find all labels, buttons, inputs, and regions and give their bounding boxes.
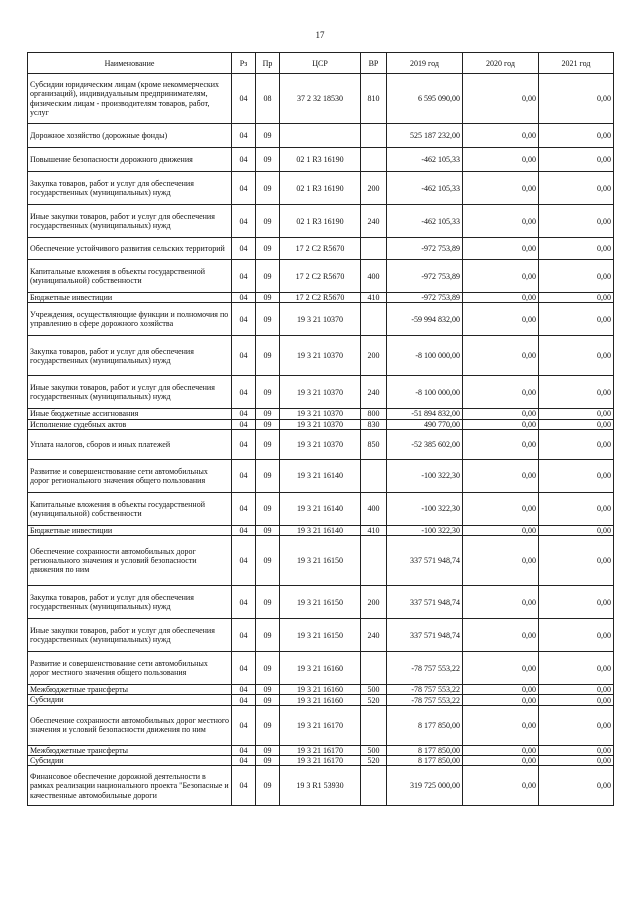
cell-rz: 04 bbox=[232, 376, 256, 409]
table-row bbox=[28, 376, 614, 409]
cell-name: Обеспечение сохранности автомобильных дорог регионального значения и условий безопасности движения по ним bbox=[28, 536, 232, 586]
cell-y2021: 0,00 bbox=[539, 525, 614, 535]
cell-name: Субсидии юридическим лицам (кроме некоммерческих организаций), индивидуальным предпринимателям, физическим лицам - производителям товаров, работ, услуг bbox=[28, 74, 232, 124]
cell-csr: 02 1 R3 16190 bbox=[280, 205, 361, 238]
cell-csr: 17 2 C2 R5670 bbox=[280, 260, 361, 293]
table-row bbox=[28, 492, 614, 525]
cell-y2019: 8 177 850,00 bbox=[387, 745, 463, 755]
cell-y2021: 0,00 bbox=[539, 376, 614, 409]
cell-rz: 04 bbox=[232, 586, 256, 619]
cell-y2021: 0,00 bbox=[539, 260, 614, 293]
cell-rz: 04 bbox=[232, 124, 256, 148]
cell-vr: 520 bbox=[361, 695, 387, 705]
cell-y2021: 0,00 bbox=[539, 705, 614, 745]
cell-vr: 200 bbox=[361, 586, 387, 619]
cell-rz: 04 bbox=[232, 293, 256, 303]
cell-y2019: -59 994 832,00 bbox=[387, 303, 463, 336]
cell-name: Иные закупки товаров, работ и услуг для обеспечения государственных (муниципальных) нужд bbox=[28, 376, 232, 409]
cell-csr: 19 3 21 10370 bbox=[280, 429, 361, 459]
cell-vr: 240 bbox=[361, 376, 387, 409]
cell-y2020: 0,00 bbox=[463, 536, 539, 586]
cell-y2019: -100 322,30 bbox=[387, 459, 463, 492]
cell-csr: 19 3 21 10370 bbox=[280, 336, 361, 376]
cell-name: Закупка товаров, работ и услуг для обеспечения государственных (муниципальных) нужд bbox=[28, 586, 232, 619]
header-pr: Пр bbox=[256, 53, 280, 74]
cell-y2021: 0,00 bbox=[539, 619, 614, 652]
cell-y2020: 0,00 bbox=[463, 124, 539, 148]
cell-vr: 850 bbox=[361, 429, 387, 459]
table-row bbox=[28, 172, 614, 205]
table-row bbox=[28, 525, 614, 535]
cell-y2020: 0,00 bbox=[463, 260, 539, 293]
cell-csr bbox=[280, 124, 361, 148]
cell-name: Межбюджетные трансферты bbox=[28, 685, 232, 695]
cell-y2021: 0,00 bbox=[539, 492, 614, 525]
header-csr: ЦСР bbox=[280, 53, 361, 74]
cell-csr: 02 1 R3 16190 bbox=[280, 172, 361, 205]
cell-y2021: 0,00 bbox=[539, 303, 614, 336]
cell-y2020: 0,00 bbox=[463, 429, 539, 459]
cell-y2020: 0,00 bbox=[463, 293, 539, 303]
cell-csr: 19 3 21 10370 bbox=[280, 419, 361, 429]
cell-rz: 04 bbox=[232, 172, 256, 205]
cell-name: Иные закупки товаров, работ и услуг для обеспечения государственных (муниципальных) нужд bbox=[28, 619, 232, 652]
cell-name: Бюджетные инвестиции bbox=[28, 525, 232, 535]
header-name: Наименование bbox=[28, 53, 232, 74]
cell-y2021: 0,00 bbox=[539, 766, 614, 806]
table-row bbox=[28, 745, 614, 755]
table-row bbox=[28, 124, 614, 148]
table-row bbox=[28, 260, 614, 293]
cell-pr: 09 bbox=[256, 525, 280, 535]
cell-y2020: 0,00 bbox=[463, 336, 539, 376]
cell-pr: 09 bbox=[256, 695, 280, 705]
cell-csr: 19 3 21 16170 bbox=[280, 705, 361, 745]
cell-pr: 09 bbox=[256, 756, 280, 766]
cell-pr: 09 bbox=[256, 619, 280, 652]
cell-rz: 04 bbox=[232, 705, 256, 745]
cell-vr bbox=[361, 124, 387, 148]
cell-y2021: 0,00 bbox=[539, 124, 614, 148]
cell-csr: 19 3 21 16140 bbox=[280, 525, 361, 535]
cell-y2019: -462 105,33 bbox=[387, 148, 463, 172]
table-row bbox=[28, 238, 614, 260]
cell-y2019: 337 571 948,74 bbox=[387, 619, 463, 652]
cell-pr: 08 bbox=[256, 74, 280, 124]
cell-rz: 04 bbox=[232, 695, 256, 705]
cell-y2019: -78 757 553,22 bbox=[387, 652, 463, 685]
cell-vr bbox=[361, 652, 387, 685]
cell-name: Межбюджетные трансферты bbox=[28, 745, 232, 755]
table-row bbox=[28, 619, 614, 652]
cell-name: Обеспечение устойчивого развития сельских территорий bbox=[28, 238, 232, 260]
cell-csr: 19 3 21 16170 bbox=[280, 745, 361, 755]
cell-pr: 09 bbox=[256, 745, 280, 755]
cell-rz: 04 bbox=[232, 429, 256, 459]
cell-pr: 09 bbox=[256, 419, 280, 429]
cell-name: Развитие и совершенствование сети автомобильных дорог местного значения общего пользования bbox=[28, 652, 232, 685]
cell-csr: 19 3 R1 53930 bbox=[280, 766, 361, 806]
cell-y2020: 0,00 bbox=[463, 695, 539, 705]
cell-y2021: 0,00 bbox=[539, 172, 614, 205]
cell-y2021: 0,00 bbox=[539, 148, 614, 172]
cell-pr: 09 bbox=[256, 586, 280, 619]
cell-y2019: 6 595 090,00 bbox=[387, 74, 463, 124]
cell-y2021: 0,00 bbox=[539, 293, 614, 303]
header-2019: 2019 год bbox=[387, 53, 463, 74]
cell-y2021: 0,00 bbox=[539, 652, 614, 685]
cell-rz: 04 bbox=[232, 303, 256, 336]
cell-pr: 09 bbox=[256, 536, 280, 586]
cell-y2020: 0,00 bbox=[463, 409, 539, 419]
cell-y2021: 0,00 bbox=[539, 205, 614, 238]
cell-vr: 240 bbox=[361, 619, 387, 652]
cell-rz: 04 bbox=[232, 525, 256, 535]
table-row bbox=[28, 148, 614, 172]
cell-y2021: 0,00 bbox=[539, 459, 614, 492]
cell-y2019: -972 753,89 bbox=[387, 293, 463, 303]
cell-pr: 09 bbox=[256, 766, 280, 806]
cell-rz: 04 bbox=[232, 419, 256, 429]
cell-y2019: 490 770,00 bbox=[387, 419, 463, 429]
header-2020: 2020 год bbox=[463, 53, 539, 74]
cell-vr bbox=[361, 536, 387, 586]
cell-y2020: 0,00 bbox=[463, 419, 539, 429]
cell-pr: 09 bbox=[256, 336, 280, 376]
cell-vr: 240 bbox=[361, 205, 387, 238]
cell-vr: 400 bbox=[361, 260, 387, 293]
cell-csr: 19 3 21 16150 bbox=[280, 586, 361, 619]
cell-name: Развитие и совершенствование сети автомобильных дорог регионального значения общего пользования bbox=[28, 459, 232, 492]
cell-y2021: 0,00 bbox=[539, 409, 614, 419]
cell-rz: 04 bbox=[232, 148, 256, 172]
cell-pr: 09 bbox=[256, 429, 280, 459]
cell-y2021: 0,00 bbox=[539, 695, 614, 705]
table-row bbox=[28, 459, 614, 492]
cell-y2019: 8 177 850,00 bbox=[387, 756, 463, 766]
cell-rz: 04 bbox=[232, 536, 256, 586]
cell-y2019: -972 753,89 bbox=[387, 238, 463, 260]
cell-y2019: -8 100 000,00 bbox=[387, 376, 463, 409]
cell-vr: 500 bbox=[361, 745, 387, 755]
cell-pr: 09 bbox=[256, 492, 280, 525]
cell-vr bbox=[361, 303, 387, 336]
cell-name: Иные закупки товаров, работ и услуг для обеспечения государственных (муниципальных) нужд bbox=[28, 205, 232, 238]
cell-y2020: 0,00 bbox=[463, 756, 539, 766]
cell-rz: 04 bbox=[232, 619, 256, 652]
table-row bbox=[28, 336, 614, 376]
cell-name: Капитальные вложения в объекты государственной (муниципальной) собственности bbox=[28, 492, 232, 525]
table-row bbox=[28, 586, 614, 619]
cell-vr bbox=[361, 238, 387, 260]
header-vr: ВР bbox=[361, 53, 387, 74]
cell-vr: 810 bbox=[361, 74, 387, 124]
cell-rz: 04 bbox=[232, 336, 256, 376]
table-row bbox=[28, 429, 614, 459]
cell-csr: 19 3 21 10370 bbox=[280, 303, 361, 336]
cell-y2019: 337 571 948,74 bbox=[387, 536, 463, 586]
cell-y2021: 0,00 bbox=[539, 419, 614, 429]
cell-y2019: -78 757 553,22 bbox=[387, 695, 463, 705]
table-row bbox=[28, 419, 614, 429]
cell-y2021: 0,00 bbox=[539, 536, 614, 586]
cell-vr: 830 bbox=[361, 419, 387, 429]
cell-y2019: 525 187 232,00 bbox=[387, 124, 463, 148]
cell-name: Дорожное хозяйство (дорожные фонды) bbox=[28, 124, 232, 148]
header-rz: Рз bbox=[232, 53, 256, 74]
cell-y2020: 0,00 bbox=[463, 238, 539, 260]
cell-rz: 04 bbox=[232, 205, 256, 238]
cell-csr: 19 3 21 16140 bbox=[280, 459, 361, 492]
cell-y2021: 0,00 bbox=[539, 745, 614, 755]
cell-csr: 19 3 21 16170 bbox=[280, 756, 361, 766]
cell-y2021: 0,00 bbox=[539, 586, 614, 619]
cell-y2020: 0,00 bbox=[463, 745, 539, 755]
cell-rz: 04 bbox=[232, 756, 256, 766]
cell-y2021: 0,00 bbox=[539, 685, 614, 695]
cell-csr: 19 3 21 10370 bbox=[280, 409, 361, 419]
cell-vr: 800 bbox=[361, 409, 387, 419]
cell-rz: 04 bbox=[232, 685, 256, 695]
cell-y2020: 0,00 bbox=[463, 376, 539, 409]
cell-pr: 09 bbox=[256, 260, 280, 293]
cell-y2019: -52 385 602,00 bbox=[387, 429, 463, 459]
cell-y2019: -100 322,30 bbox=[387, 492, 463, 525]
cell-csr: 17 2 C2 R5670 bbox=[280, 238, 361, 260]
cell-csr: 19 3 21 16160 bbox=[280, 695, 361, 705]
page-number: 17 bbox=[315, 30, 325, 40]
cell-y2019: 337 571 948,74 bbox=[387, 586, 463, 619]
cell-pr: 09 bbox=[256, 205, 280, 238]
cell-csr: 17 2 C2 R5670 bbox=[280, 293, 361, 303]
cell-name: Учреждения, осуществляющие функции и полномочия по управлению в сфере дорожного хозяйства bbox=[28, 303, 232, 336]
cell-y2019: -972 753,89 bbox=[387, 260, 463, 293]
table-row bbox=[28, 685, 614, 695]
cell-y2019: -51 894 832,00 bbox=[387, 409, 463, 419]
cell-name: Иные бюджетные ассигнования bbox=[28, 409, 232, 419]
table-row bbox=[28, 205, 614, 238]
cell-y2020: 0,00 bbox=[463, 586, 539, 619]
header-2021: 2021 год bbox=[539, 53, 614, 74]
cell-vr bbox=[361, 148, 387, 172]
cell-csr: 19 3 21 16140 bbox=[280, 492, 361, 525]
cell-vr: 410 bbox=[361, 525, 387, 535]
cell-y2020: 0,00 bbox=[463, 492, 539, 525]
cell-vr bbox=[361, 705, 387, 745]
cell-vr: 200 bbox=[361, 172, 387, 205]
cell-y2019: -462 105,33 bbox=[387, 172, 463, 205]
cell-pr: 09 bbox=[256, 124, 280, 148]
table-row bbox=[28, 652, 614, 685]
cell-pr: 09 bbox=[256, 705, 280, 745]
cell-rz: 04 bbox=[232, 74, 256, 124]
cell-csr: 37 2 32 18530 bbox=[280, 74, 361, 124]
cell-pr: 09 bbox=[256, 238, 280, 260]
cell-y2020: 0,00 bbox=[463, 459, 539, 492]
table-row bbox=[28, 74, 614, 124]
cell-name: Обеспечение сохранности автомобильных дорог местного значения и условий безопасности движения по ним bbox=[28, 705, 232, 745]
cell-csr: 19 3 21 16160 bbox=[280, 652, 361, 685]
table-row bbox=[28, 409, 614, 419]
cell-name: Капитальные вложения в объекты государственной (муниципальной) собственности bbox=[28, 260, 232, 293]
cell-vr: 400 bbox=[361, 492, 387, 525]
table-row bbox=[28, 705, 614, 745]
cell-y2020: 0,00 bbox=[463, 705, 539, 745]
cell-pr: 09 bbox=[256, 652, 280, 685]
cell-y2019: -78 757 553,22 bbox=[387, 685, 463, 695]
cell-y2020: 0,00 bbox=[463, 74, 539, 124]
table-row bbox=[28, 766, 614, 806]
cell-csr: 19 3 21 16150 bbox=[280, 536, 361, 586]
cell-name: Уплата налогов, сборов и иных платежей bbox=[28, 429, 232, 459]
cell-name: Закупка товаров, работ и услуг для обеспечения государственных (муниципальных) нужд bbox=[28, 336, 232, 376]
cell-y2021: 0,00 bbox=[539, 756, 614, 766]
cell-rz: 04 bbox=[232, 745, 256, 755]
cell-rz: 04 bbox=[232, 492, 256, 525]
table-row bbox=[28, 293, 614, 303]
cell-y2020: 0,00 bbox=[463, 148, 539, 172]
table-row bbox=[28, 536, 614, 586]
cell-csr: 19 3 21 16160 bbox=[280, 685, 361, 695]
cell-rz: 04 bbox=[232, 766, 256, 806]
cell-pr: 09 bbox=[256, 148, 280, 172]
cell-rz: 04 bbox=[232, 260, 256, 293]
cell-y2019: 8 177 850,00 bbox=[387, 705, 463, 745]
cell-name: Субсидии bbox=[28, 695, 232, 705]
cell-pr: 09 bbox=[256, 293, 280, 303]
table-row bbox=[28, 303, 614, 336]
cell-pr: 09 bbox=[256, 376, 280, 409]
cell-name: Закупка товаров, работ и услуг для обеспечения государственных (муниципальных) нужд bbox=[28, 172, 232, 205]
cell-y2020: 0,00 bbox=[463, 766, 539, 806]
table-row bbox=[28, 695, 614, 705]
cell-y2019: 319 725 000,00 bbox=[387, 766, 463, 806]
cell-name: Бюджетные инвестиции bbox=[28, 293, 232, 303]
cell-y2020: 0,00 bbox=[463, 652, 539, 685]
cell-pr: 09 bbox=[256, 303, 280, 336]
table-header-row bbox=[28, 53, 614, 74]
cell-y2019: -100 322,30 bbox=[387, 525, 463, 535]
cell-rz: 04 bbox=[232, 238, 256, 260]
budget-table bbox=[27, 52, 614, 806]
cell-y2021: 0,00 bbox=[539, 429, 614, 459]
cell-y2020: 0,00 bbox=[463, 685, 539, 695]
cell-rz: 04 bbox=[232, 652, 256, 685]
cell-y2020: 0,00 bbox=[463, 619, 539, 652]
cell-csr: 02 1 R3 16190 bbox=[280, 148, 361, 172]
cell-y2020: 0,00 bbox=[463, 172, 539, 205]
cell-pr: 09 bbox=[256, 409, 280, 419]
cell-vr: 500 bbox=[361, 685, 387, 695]
cell-y2020: 0,00 bbox=[463, 205, 539, 238]
cell-name: Повышение безопасности дорожного движения bbox=[28, 148, 232, 172]
cell-rz: 04 bbox=[232, 459, 256, 492]
cell-csr: 19 3 21 10370 bbox=[280, 376, 361, 409]
cell-y2019: -462 105,33 bbox=[387, 205, 463, 238]
cell-y2021: 0,00 bbox=[539, 238, 614, 260]
cell-pr: 09 bbox=[256, 685, 280, 695]
cell-y2021: 0,00 bbox=[539, 74, 614, 124]
cell-vr bbox=[361, 766, 387, 806]
cell-rz: 04 bbox=[232, 409, 256, 419]
cell-pr: 09 bbox=[256, 459, 280, 492]
cell-y2020: 0,00 bbox=[463, 525, 539, 535]
table-row bbox=[28, 756, 614, 766]
cell-csr: 19 3 21 16150 bbox=[280, 619, 361, 652]
cell-vr: 200 bbox=[361, 336, 387, 376]
cell-y2019: -8 100 000,00 bbox=[387, 336, 463, 376]
cell-y2020: 0,00 bbox=[463, 303, 539, 336]
cell-name: Исполнение судебных актов bbox=[28, 419, 232, 429]
cell-name: Субсидии bbox=[28, 756, 232, 766]
cell-name: Финансовое обеспечение дорожной деятельности в рамках реализации национального проекта "Безопасные и качественные автомобильные дороги bbox=[28, 766, 232, 806]
cell-pr: 09 bbox=[256, 172, 280, 205]
cell-vr bbox=[361, 459, 387, 492]
cell-vr: 410 bbox=[361, 293, 387, 303]
cell-vr: 520 bbox=[361, 756, 387, 766]
cell-y2021: 0,00 bbox=[539, 336, 614, 376]
